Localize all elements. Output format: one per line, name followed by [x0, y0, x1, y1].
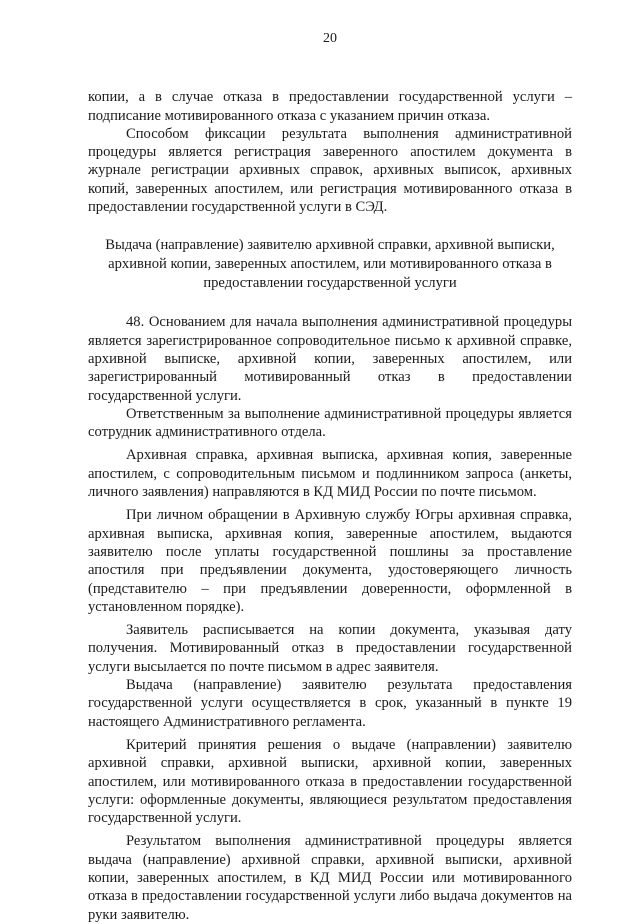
paragraph-48: 48. Основанием для начала выполнения административной процедуры является зарегистрированное сопроводительное письмо к архивной справке, архивной выписке, архивной копии, заверенных апостилем, или зарегистрированный мотивированный отказ в предоставлении государственной услуги. — [88, 314, 572, 404]
paragraph-signature: Заявитель расписывается на копии документа, указывая дату получения. Мотивированный отказ в предоставлении государственной услуги высылается по почте письмом в адрес заявителя. — [88, 622, 572, 675]
paragraph-deadline: Выдача (направление) заявителю результата предоставления государственной услуги осуществляется в срок, указанный в пункте 19 настоящего Административного регламента. — [88, 677, 572, 730]
paragraph-personal-visit: При личном обращении в Архивную службу Югры архивная справка, архивная выписка, архивная копия, заверенные апостилем, выдаются заявителю после уплаты государственной пошлины за проставление апостиля при предъявлении документа, удостоверяющего личность (представителю – при предъявлении доверенности, оформленной в установленном порядке). — [88, 507, 572, 615]
document-page — [88, 30, 572, 924]
paragraph-sending: Архивная справка, архивная выписка, архивная копия, заверенные апостилем, с сопроводительным письмом и подлинником запроса (анкеты, личного заявления) направляются в КД МИД России по почте письмом. — [88, 447, 572, 501]
paragraph-fixation-method: Способом фиксации результата выполнения административной процедуры является регистрация заверенного апостилем документа в журнале регистрации архивных справок, архивных выписок, архивных копий, заверенных апостилем, или регистрация мотивированного отказа в предоставлении государственной услуги в СЭД. — [88, 125, 572, 216]
paragraph-result: Результатом выполнения административной процедуры является выдача (направление) архивной справки, архивной выписки, архивной копии, заверенных апостилем, в КД МИД России или мотивированного отказа в предоставлении государственной услуги либо выдача документов на руки заявителю. — [88, 833, 572, 923]
paragraph-continuation: копии, а в случае отказа в предоставлении государственной услуги – подписание мотивированного отказа с указанием причин отказа. — [88, 89, 572, 124]
paragraph-responsible: Ответственным за выполнение административной процедуры является сотрудник административного отдела. — [88, 405, 572, 441]
paragraph-criterion: Критерий принятия решения о выдаче (направлении) заявителю архивной справки, архивной выписки, архивной копии, заверенных апостилем, или мотивированного отказа в предоставлении государственной услуги: оформленные документы, являющиеся результатом предоставления государственной услуги. — [88, 736, 572, 827]
section-heading: Выдача (направление) заявителю архивной справки, архивной выписки, архивной копии, заверенных апостилем, или мотивированного отказа в предоставлении государственной услуги — [105, 237, 555, 292]
page-number: 20 — [323, 31, 337, 46]
